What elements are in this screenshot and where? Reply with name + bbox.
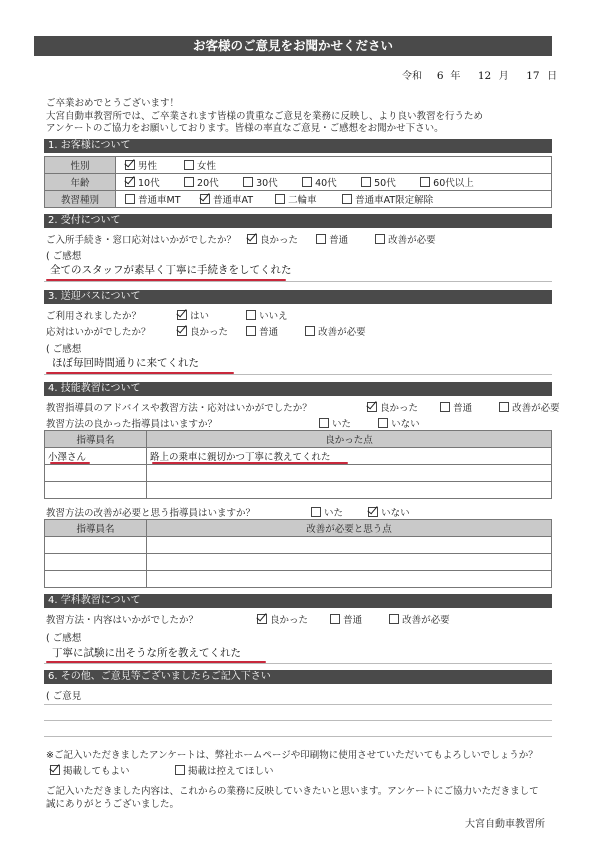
- option-needs-improvement[interactable]: 改善が必要: [305, 324, 366, 338]
- consent-question: ※ご記入いただきましたアンケートは、弊社ホームページや印刷物に使用させていただいてもよろしいでしょうか？: [46, 750, 538, 761]
- question-text: 教習方法の改善が必要と思う指導員はいますか？: [46, 508, 256, 519]
- checkbox[interactable]: [246, 310, 256, 320]
- option-needs-improvement[interactable]: 改善が必要: [499, 400, 560, 414]
- question-text: ご利用されましたか？: [46, 311, 142, 322]
- checkbox[interactable]: [125, 194, 135, 204]
- option-mt[interactable]: 普通車MT: [125, 192, 197, 206]
- date-day-unit: 日: [547, 71, 558, 82]
- checkbox[interactable]: [125, 160, 135, 170]
- checkbox[interactable]: [368, 507, 378, 517]
- option-yes[interactable]: はい: [177, 308, 243, 322]
- course-type-label: 教習種別: [45, 191, 116, 208]
- checkbox[interactable]: [342, 194, 352, 204]
- closing-line: 誠にありがとうございました。: [46, 798, 180, 810]
- question-text: 教習指導員のアドバイスや教習方法・応対はいかがでしたか？: [46, 403, 312, 414]
- option-age-40s[interactable]: 40代: [302, 175, 358, 189]
- option-age-50s[interactable]: 50代: [361, 175, 417, 189]
- footer-organization: 大宮自動車教習所: [465, 819, 545, 830]
- instructor-question-row: [46, 400, 560, 414]
- bad-instructor-question-row: [46, 505, 410, 519]
- good-instructor-question-row: [46, 416, 420, 430]
- checkbox[interactable]: [311, 507, 321, 517]
- bus-comment: ほぼ毎回時間通りに来てくれた: [52, 357, 199, 369]
- checkbox[interactable]: [50, 765, 60, 775]
- question-text: 応対はいかがでしたか？: [46, 327, 151, 338]
- closing-text: [46, 786, 539, 811]
- checkbox[interactable]: [200, 194, 210, 204]
- option-good[interactable]: 良かった: [247, 232, 313, 246]
- checkbox[interactable]: [361, 177, 371, 187]
- bus-usage-row: [46, 308, 288, 322]
- section-1-header: 1. お客様について: [44, 139, 552, 153]
- date-line: [402, 67, 557, 82]
- checkbox[interactable]: [305, 326, 315, 336]
- option-needs-improvement[interactable]: 改善が必要: [375, 232, 436, 246]
- date-month: 12: [477, 70, 492, 82]
- checkbox[interactable]: [243, 177, 253, 187]
- option-allow-publish[interactable]: 掲載してもよい: [50, 763, 172, 777]
- empty-cell: [45, 537, 147, 554]
- option-female[interactable]: 女性: [184, 158, 216, 172]
- checkbox[interactable]: [302, 177, 312, 187]
- checkbox[interactable]: [184, 160, 194, 170]
- col-improvement-points: 改善が必要と思う点: [147, 520, 552, 537]
- col-good-points: 良かった点: [147, 431, 552, 448]
- option-at-release[interactable]: 普通車AT限定解除: [342, 192, 433, 206]
- gender-label: 性別: [45, 157, 116, 174]
- option-motorcycle[interactable]: 二輪車: [275, 192, 339, 206]
- comment-label: ( ご感想: [46, 251, 82, 262]
- empty-cell: [45, 482, 147, 499]
- checkbox[interactable]: [257, 614, 267, 624]
- section-6-header: 6. その他、ご意見等ございましたらご記入下さい: [44, 670, 552, 684]
- option-yes[interactable]: いた: [319, 416, 375, 430]
- empty-cell: [45, 554, 147, 571]
- option-no[interactable]: いいえ: [246, 308, 288, 322]
- date-day: 17: [526, 70, 540, 82]
- option-age-10s[interactable]: 10代: [125, 175, 181, 189]
- checkbox[interactable]: [246, 326, 256, 336]
- option-no[interactable]: いない: [378, 416, 420, 430]
- checkbox[interactable]: [319, 418, 329, 428]
- good-point-cell: 路上の乗車に親切かつ丁寧に教えてくれた: [147, 448, 552, 465]
- checkbox[interactable]: [375, 234, 385, 244]
- intro-line: アンケートのご協力をお願いしております。皆様の率直なご意見・ご感想をお聞かせ下さい。: [46, 123, 444, 134]
- checkbox[interactable]: [177, 310, 187, 320]
- option-good[interactable]: 良かった: [367, 400, 437, 414]
- section-4-header: 4. 技能教習について: [44, 382, 552, 396]
- bad-instructor-table: [44, 519, 552, 588]
- checkbox[interactable]: [367, 402, 377, 412]
- checkbox[interactable]: [184, 177, 194, 187]
- instructor-name-cell: 小澤さん: [45, 448, 147, 465]
- checkbox[interactable]: [330, 614, 340, 624]
- option-normal[interactable]: 普通: [330, 612, 386, 626]
- checkbox[interactable]: [499, 402, 509, 412]
- checkbox[interactable]: [389, 614, 399, 624]
- date-month-unit: 月: [498, 71, 509, 82]
- consent-options: [50, 763, 274, 777]
- highlight-underline: [152, 462, 348, 464]
- writing-line: [44, 736, 552, 737]
- section-classroom-header: 4. 学科教習について: [44, 594, 552, 608]
- age-label: 年齢: [45, 174, 116, 191]
- checkbox[interactable]: [275, 194, 285, 204]
- checkbox[interactable]: [177, 326, 187, 336]
- divider: [44, 374, 552, 375]
- option-deny-publish[interactable]: 掲載は控えてほしい: [175, 763, 274, 777]
- question-text: ご入所手続き・窓口応対はいかがでしたか？: [46, 235, 237, 246]
- date-year-unit: 年: [450, 71, 461, 82]
- option-age-20s[interactable]: 20代: [184, 175, 240, 189]
- option-good[interactable]: 良かった: [177, 324, 243, 338]
- section-3-header: 3. 送迎バスについて: [44, 290, 552, 304]
- page-title: お客様のご意見をお聞かせください: [192, 38, 393, 53]
- intro-line: ご卒業おめでとうございます！: [46, 98, 180, 109]
- title-bar: [34, 36, 552, 56]
- checkbox[interactable]: [420, 177, 430, 187]
- col-instructor-name: 指導員名: [45, 431, 147, 448]
- empty-cell: [45, 465, 147, 482]
- option-age-60s-plus[interactable]: 60代以上: [420, 175, 474, 189]
- option-at[interactable]: 普通車AT: [200, 192, 272, 206]
- closing-line: ご記入いただきました内容は、これからの業務に反映していきたいと思います。アンケートにご協力いただきまして: [46, 786, 539, 797]
- checkbox[interactable]: [440, 402, 450, 412]
- empty-cell: [147, 571, 552, 588]
- checkbox[interactable]: [125, 177, 135, 187]
- empty-cell: [147, 537, 552, 554]
- empty-cell: [147, 465, 552, 482]
- empty-cell: [147, 482, 552, 499]
- checkbox[interactable]: [316, 234, 326, 244]
- option-normal[interactable]: 普通: [440, 400, 496, 414]
- date-era: 令和: [402, 71, 422, 82]
- option-no[interactable]: いない: [368, 505, 410, 519]
- col-instructor-name: 指導員名: [45, 520, 147, 537]
- option-male[interactable]: 男性: [125, 158, 181, 172]
- option-normal[interactable]: 普通: [316, 232, 372, 246]
- option-good[interactable]: 良かった: [257, 612, 327, 626]
- writing-line: [44, 704, 552, 705]
- reception-comment: 全てのスタッフが素早く丁寧に手続きをしてくれた: [50, 264, 292, 276]
- intro-line: 大宮自動車教習所では、ご卒業されます皆様の貴重なご意見を業務に反映し、より良い教習を行うため: [46, 110, 484, 122]
- comment-label: ( ご感想: [46, 344, 82, 355]
- question-text: 教習方法・内容はいかがでしたか？: [46, 615, 199, 626]
- checkbox[interactable]: [247, 234, 257, 244]
- empty-cell: [45, 571, 147, 588]
- customer-info-table: [44, 156, 552, 208]
- question-text: 教習方法の良かった指導員はいますか？: [46, 419, 218, 430]
- classroom-question-row: [46, 612, 450, 626]
- comment-label: ( ご感想: [46, 633, 82, 644]
- option-normal[interactable]: 普通: [246, 324, 302, 338]
- empty-cell: [147, 554, 552, 571]
- option-yes[interactable]: いた: [311, 505, 365, 519]
- checkbox[interactable]: [175, 765, 185, 775]
- option-needs-improvement[interactable]: 改善が必要: [389, 612, 450, 626]
- writing-line: [44, 720, 552, 721]
- intro-text: [46, 98, 483, 136]
- comment-label: ( ご意見: [46, 691, 82, 702]
- date-year: 6: [436, 70, 444, 82]
- bus-service-row: [46, 324, 366, 338]
- checkbox[interactable]: [378, 418, 388, 428]
- divider: [44, 281, 552, 282]
- classroom-comment: 丁寧に試験に出そうな所を教えてくれた: [52, 647, 241, 659]
- highlight-underline: [50, 462, 90, 464]
- section-2-header: 2. 受付について: [44, 214, 552, 228]
- good-instructor-table: [44, 430, 552, 499]
- option-age-30s[interactable]: 30代: [243, 175, 299, 189]
- divider: [44, 663, 552, 664]
- reception-question-row: [46, 232, 436, 246]
